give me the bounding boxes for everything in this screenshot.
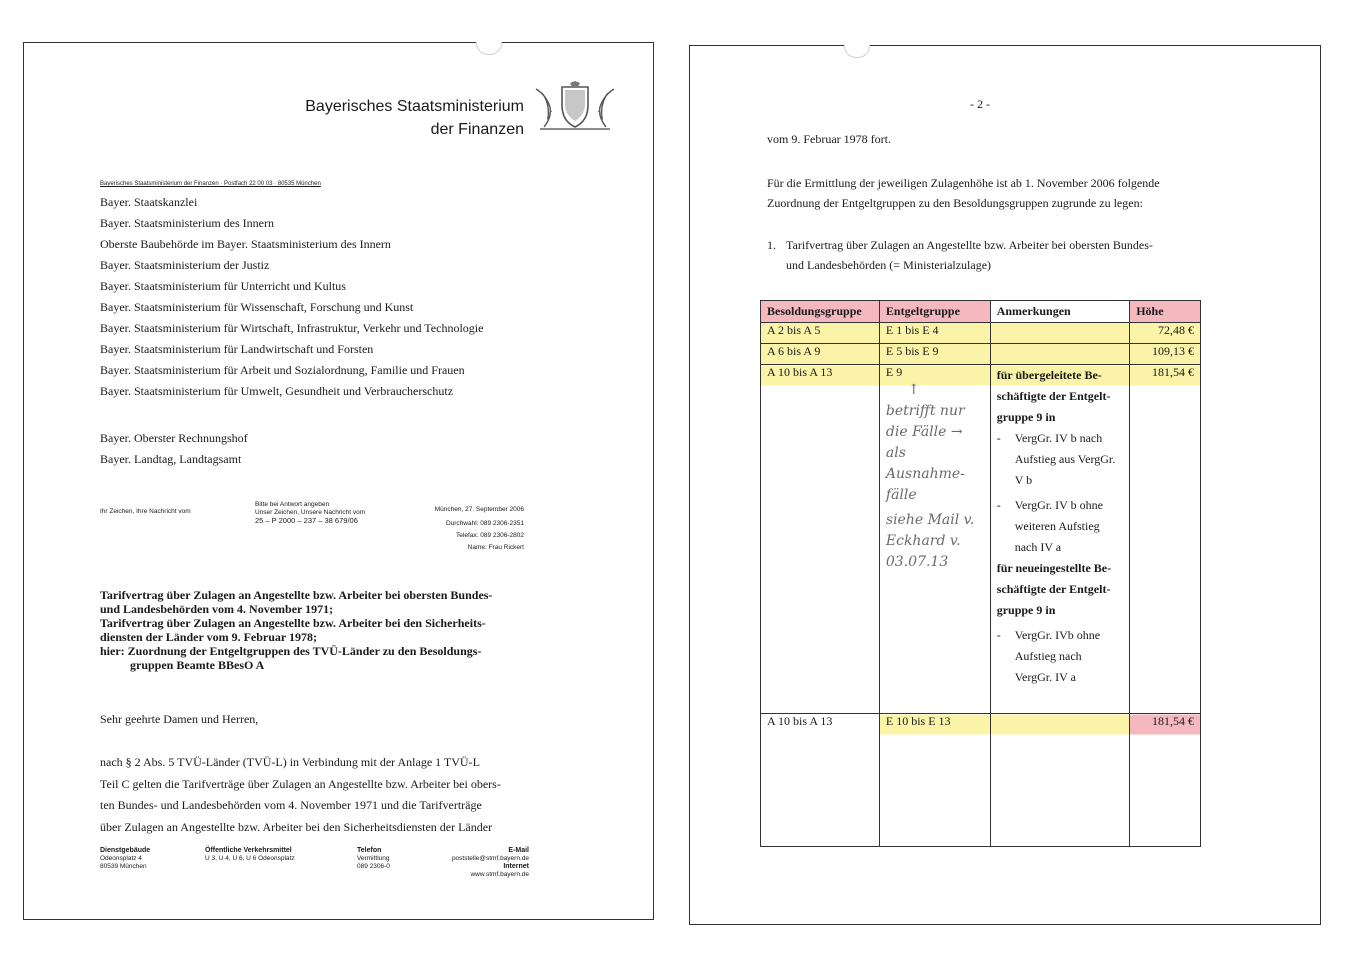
- recipient-item: Bayer. Staatsministerium des Innern: [100, 216, 274, 230]
- list-item-text: Tarifvertrag über Zulagen an Angestellte bzw. Arbeiter bei obersten Bundes-: [786, 238, 1153, 252]
- subject-line: Tarifvertrag über Zulagen an Angestellte bzw. Arbeiter bei den Sicherheits-: [100, 616, 486, 630]
- remark-line: Aufstieg aus VergGr.: [1014, 452, 1116, 466]
- footer-internet-title: Internet: [503, 863, 529, 870]
- remark-line: - VergGr. IV b ohne: [997, 495, 1124, 516]
- recipient-item: Oberste Baubehörde im Bayer. Staatsministerium des Innern: [100, 237, 391, 251]
- allowance-table: [760, 300, 1201, 847]
- remark-line: gruppe 9 in: [996, 410, 1056, 424]
- handwritten-note-line: die Fälle →: [885, 424, 963, 440]
- punch-hole: [476, 42, 502, 55]
- body-line: über Zulagen an Angestellte bzw. Arbeiter bei den Sicherheitsdiensten der Länder: [100, 820, 493, 834]
- footer-contact: [452, 847, 529, 879]
- handwritten-note-line: Eckhard v.: [885, 533, 961, 549]
- handwritten-note-line: siehe Mail v.: [885, 512, 975, 528]
- table-cell: E 5 bis E 9: [879, 344, 990, 365]
- recipient-item: Bayer. Oberster Rechnungshof: [100, 431, 248, 445]
- subject-line: und Landesbehörden vom 4. November 1971;: [100, 602, 334, 616]
- telefax: Telefax: 089 2306-2802: [456, 532, 524, 539]
- remark-line: für übergeleitete Be-: [996, 368, 1102, 382]
- recipient-item: Bayer. Staatsministerium der Justiz: [100, 258, 270, 272]
- handwritten-note-line: 03.07.13: [885, 554, 949, 570]
- footer-internet: www.stmf.bayern.de: [470, 871, 529, 878]
- reference-your-sign: Ihr Zeichen, Ihre Nachricht vom: [100, 508, 191, 515]
- table-cell: A 10 bis A 13: [761, 365, 880, 714]
- letter-date: München, 27. September 2006: [434, 506, 524, 513]
- punch-hole: [844, 45, 870, 58]
- column-header: Besoldungsgruppe: [761, 301, 880, 323]
- remark-line: - VergGr. IV b nach: [997, 428, 1124, 449]
- table-cell: [990, 714, 1130, 847]
- table-cell: E 10 bis E 13: [879, 714, 990, 847]
- body-line: Teil C gelten die Tarifverträge über Zulagen an Angestellte bzw. Arbeiter bei obers-: [100, 777, 501, 791]
- reference-file-number: 25 – P 2000 – 237 – 38 679/06: [255, 516, 358, 525]
- table-cell: 72,48 €: [1130, 323, 1201, 344]
- subject-line: hier: Zuordnung der Entgeltgruppen des TVÜ-Länder zu den Besoldungs-: [100, 644, 482, 658]
- table-cell-value: E 9: [885, 365, 903, 379]
- footer-phone: [357, 847, 390, 871]
- handwritten-arrow-up-icon: ↑: [907, 382, 920, 398]
- footer-phone-label: Vermittlung: [357, 855, 390, 862]
- table-row: [761, 714, 1201, 847]
- handwritten-note-line: fälle: [885, 487, 917, 503]
- ministry-name-line2: der Finanzen: [430, 121, 524, 138]
- reference-our-sign-label2: Unser Zeichen, Unsere Nachricht vom: [255, 509, 366, 516]
- remark-line: nach IV a: [1014, 540, 1062, 554]
- recipient-item: Bayer. Staatsministerium für Wissenschaft, Forschung und Kunst: [100, 300, 414, 314]
- remark-line: weiteren Aufstieg: [1014, 519, 1100, 533]
- continuation-line: vom 9. Februar 1978 fort.: [767, 132, 891, 146]
- body-line: ten Bundes- und Landesbehörden vom 4. November 1971 und die Tarifverträge: [100, 798, 482, 812]
- footer-building-city: 80539 München: [100, 863, 147, 870]
- contact-name: Name: Frau Rickert: [467, 544, 524, 551]
- table-cell: A 6 bis A 9: [761, 344, 880, 365]
- recipient-item: Bayer. Staatsministerium für Umwelt, Gesundheit und Verbraucherschutz: [100, 384, 454, 398]
- recipient-item: Bayer. Staatsministerium für Arbeit und Sozialordnung, Familie und Frauen: [100, 363, 465, 377]
- remark-line: VergGr. IV a: [1014, 670, 1076, 684]
- remark-line: für neueingestellte Be-: [996, 561, 1112, 575]
- table-cell: 109,13 €: [1130, 344, 1201, 365]
- remark-line: - VergGr. IVb ohne: [997, 625, 1124, 646]
- table-cell: [990, 323, 1130, 344]
- body-line: nach § 2 Abs. 5 TVÜ-Länder (TVÜ-L) in Verbindung mit der Anlage 1 TVÜ-L: [100, 755, 480, 769]
- table-cell: [990, 344, 1130, 365]
- subject-line: diensten der Länder vom 9. Februar 1978;: [100, 630, 318, 644]
- list-item-text: und Landesbehörden (= Ministerialzulage): [786, 258, 992, 272]
- footer-phone-number: 089 2306-0: [357, 863, 390, 870]
- recipient-item: Bayer. Landtag, Landtagsamt: [100, 452, 242, 466]
- table-cell: 181,54 €: [1130, 714, 1201, 847]
- reference-our-sign-label: Bitte bei Antwort angeben: [255, 501, 330, 508]
- column-header: Entgeltgruppe: [879, 301, 990, 323]
- ministry-name-line1: Bayerisches Staatsministerium: [305, 98, 524, 115]
- letter-page-1: [23, 42, 654, 920]
- footer-email: poststelle@stmf.bayern.de: [451, 855, 529, 862]
- remark-line: schäftigte der Entgelt-: [996, 582, 1111, 596]
- table-row: [761, 365, 1201, 714]
- sender-address-line: Bayerisches Staatsministerium der Finanzen · Postfach 22 00 03 · 80535 München: [100, 181, 321, 187]
- remark-line: V b: [1014, 473, 1033, 487]
- recipient-item: Bayer. Staatsministerium für Landwirtschaft und Forsten: [100, 342, 374, 356]
- remark-line: schäftigte der Entgelt-: [996, 389, 1111, 403]
- footer-building-street: Odeonsplatz 4: [100, 855, 142, 862]
- list-item-number: 1.: [767, 238, 776, 252]
- footer-transport-lines: U 3, U 4, U 6, U 6 Odeonsplatz: [205, 855, 295, 862]
- table-cell: E 1 bis E 4: [879, 323, 990, 344]
- page-number: - 2 -: [970, 97, 990, 111]
- handwritten-note-line: betrifft nur: [885, 403, 965, 419]
- subject-line: gruppen Beamte BBesO A: [130, 658, 265, 672]
- salutation: Sehr geehrte Damen und Herren,: [100, 712, 259, 726]
- remark-line: Aufstieg nach: [1014, 649, 1082, 663]
- recipient-item: Bayer. Staatskanzlei: [100, 195, 198, 209]
- phone-direct: Durchwahl: 089 2306-2351: [445, 520, 524, 527]
- remarks-cell: [990, 365, 1130, 714]
- recipient-item: Bayer. Staatsministerium für Wirtschaft, Infrastruktur, Verkehr und Technologie: [100, 321, 484, 335]
- table-row: [761, 323, 1201, 344]
- recipient-item: Bayer. Staatsministerium für Unterricht und Kultus: [100, 279, 346, 293]
- paragraph-line: Für die Ermittlung der jeweiligen Zulagenhöhe ist ab 1. November 2006 folgende: [767, 176, 1160, 190]
- table-cell: [879, 365, 990, 714]
- table-header-row: [761, 301, 1201, 323]
- handwritten-note-line: als Ausnahme-: [885, 445, 965, 482]
- letter-subject: [100, 588, 530, 672]
- column-header: Höhe: [1130, 301, 1201, 323]
- footer-transport-title: Öffentliche Verkehrsmittel: [205, 847, 292, 854]
- letter-page-2: [689, 45, 1321, 925]
- paragraph-line: Zuordnung der Entgeltgruppen zu den Besoldungsgruppen zugrunde zu legen:: [767, 196, 1143, 210]
- table-cell: A 2 bis A 5: [761, 323, 880, 344]
- table-row: [761, 344, 1201, 365]
- footer-email-title: E-Mail: [508, 847, 529, 854]
- footer-phone-title: Telefon: [357, 847, 382, 854]
- bavarian-coat-of-arms-icon: [532, 81, 618, 133]
- subject-line: Tarifvertrag über Zulagen an Angestellte bzw. Arbeiter bei obersten Bundes-: [100, 588, 493, 602]
- column-header: Anmerkungen: [990, 301, 1130, 323]
- footer-building: [100, 847, 150, 871]
- remark-line: gruppe 9 in: [996, 603, 1056, 617]
- footer-transport: [205, 847, 295, 863]
- table-cell: 181,54 €: [1130, 365, 1201, 714]
- footer-building-title: Dienstgebäude: [100, 847, 151, 854]
- table-cell: A 10 bis A 13: [761, 714, 880, 847]
